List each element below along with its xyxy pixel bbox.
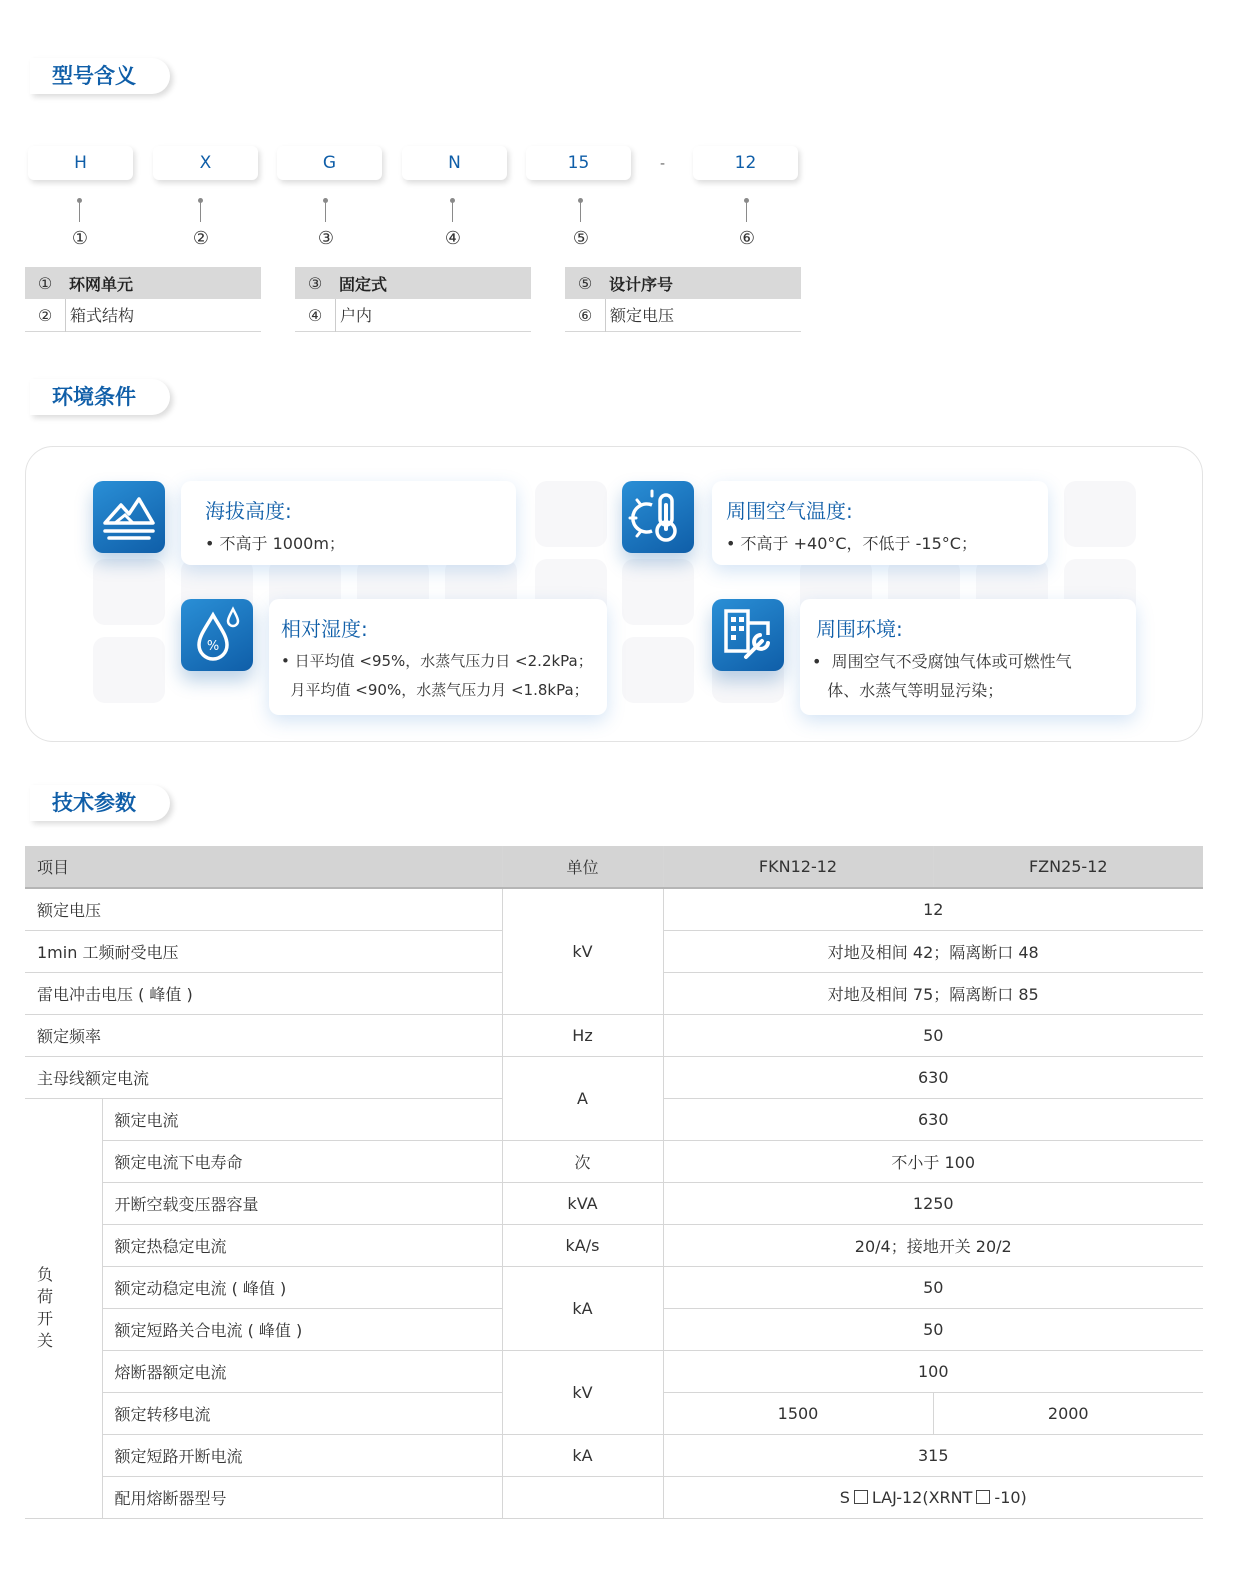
row-unit: kV [502, 888, 663, 1014]
row-value: 50 [663, 1014, 1203, 1056]
code-separator: - [660, 156, 666, 172]
row-value: 315 [663, 1434, 1203, 1476]
row-value: 1250 [663, 1182, 1203, 1224]
row-label: 配用熔断器型号 [102, 1476, 502, 1518]
row-value: 630 [663, 1098, 1203, 1140]
row-value-model-2: 2000 [933, 1392, 1203, 1434]
ghost-tile [622, 637, 694, 703]
blank-square-icon [854, 1490, 868, 1504]
ghost-tile [622, 559, 694, 625]
row-label: 额定电流下电寿命 [102, 1140, 502, 1182]
svg-text:%: % [206, 639, 220, 654]
env-card-line: • 周围空气不受腐蚀气体或可燃性气 [812, 652, 1072, 671]
legend-num: ⑥ [577, 305, 593, 325]
row-value: 对地及相间 42；隔离断口 48 [663, 930, 1203, 972]
humidity-drop-icon [181, 599, 253, 671]
row-unit: kA [502, 1434, 663, 1476]
row-label: 雷电冲击电压 ( 峰值 ) [25, 972, 502, 1014]
section-title-model: 型号含义 [30, 58, 170, 94]
row-label: 开断空载变压器容量 [102, 1182, 502, 1224]
connector-4 [447, 198, 459, 224]
row-label: 额定动稳定电流 ( 峰值 ) [102, 1266, 502, 1308]
row-value: 50 [663, 1266, 1203, 1308]
row-unit: A [502, 1056, 663, 1140]
row-unit: kA [502, 1266, 663, 1350]
legend-block-2 [295, 267, 531, 332]
ghost-tile [1064, 481, 1136, 547]
row-label: 熔断器额定电流 [102, 1350, 502, 1392]
row-label: 额定电压 [25, 888, 502, 930]
row-value: 630 [663, 1056, 1203, 1098]
row-value: 12 [663, 888, 1203, 930]
env-card-title: 周围环境: [816, 617, 903, 641]
group-label-load-switch [25, 1098, 102, 1518]
code-number-3: ③ [317, 228, 335, 249]
fuse-mid: LAJ-12(XRNT [871, 1487, 973, 1507]
row-unit: Hz [502, 1014, 663, 1056]
code-part-n: N [402, 146, 507, 180]
env-card-desc: • 不高于 1000m； [205, 534, 345, 553]
legend-num: ③ [307, 273, 323, 293]
row-value-fuse-model [663, 1476, 1203, 1518]
row-unit: kA/s [502, 1224, 663, 1266]
row-label: 额定短路开断电流 [102, 1434, 502, 1476]
row-label: 额定短路关合电流 ( 峰值 ) [102, 1308, 502, 1350]
connector-3 [320, 198, 332, 224]
mountain-icon [93, 481, 165, 553]
legend-text: 户内 [335, 299, 372, 332]
row-value: 100 [663, 1350, 1203, 1392]
row-unit: kVA [502, 1182, 663, 1224]
connector-5 [575, 198, 587, 224]
building-wrench-icon [712, 599, 784, 671]
table-row [25, 1056, 1203, 1098]
env-card-line: 体、水蒸气等明显污染； [812, 681, 1004, 700]
row-value-model-1: 1500 [663, 1392, 933, 1434]
group-label-text: 负荷开关 [37, 1265, 54, 1350]
thermometer-icon [622, 481, 694, 553]
table-row [25, 1266, 1203, 1308]
row-label: 额定热稳定电流 [102, 1224, 502, 1266]
header-item: 项目 [25, 846, 502, 888]
env-card-surroundings [800, 599, 1136, 715]
legend-num: ② [37, 305, 53, 325]
table-row [25, 1182, 1203, 1224]
code-part-g: G [277, 146, 382, 180]
legend-num: ④ [307, 305, 323, 325]
ghost-tile [535, 481, 607, 547]
env-card-desc: • 不高于 +40°C，不低于 -15°C； [726, 534, 977, 553]
blank-square-icon [976, 1490, 990, 1504]
env-card-line: • 日平均值 <95%，水蒸气压力日 <2.2kPa； [281, 652, 593, 670]
row-label: 1min 工频耐受电压 [25, 930, 502, 972]
table-row [25, 1014, 1203, 1056]
row-label: 额定频率 [25, 1014, 502, 1056]
header-unit: 单位 [502, 846, 663, 888]
legend-text: 箱式结构 [65, 299, 134, 332]
code-part-h: H [28, 146, 133, 180]
connector-2 [195, 198, 207, 224]
connector-1 [74, 198, 86, 224]
code-number-1: ① [71, 228, 89, 249]
fuse-suffix: -10) [994, 1487, 1027, 1507]
header-model-2: FZN25-12 [933, 846, 1203, 888]
code-number-6: ⑥ [738, 228, 756, 249]
row-unit: kV [502, 1350, 663, 1434]
code-number-5: ⑤ [572, 228, 590, 249]
legend-num: ① [37, 273, 53, 293]
table-row [25, 1224, 1203, 1266]
table-row [25, 1434, 1203, 1476]
env-card-altitude [181, 481, 516, 565]
row-label: 额定转移电流 [102, 1392, 502, 1434]
code-number-2: ② [192, 228, 210, 249]
table-row [25, 1140, 1203, 1182]
table-row [25, 1476, 1203, 1518]
row-value: 50 [663, 1308, 1203, 1350]
ghost-tile [93, 559, 165, 625]
env-card-temperature [712, 481, 1048, 565]
legend-text: 固定式 [339, 274, 388, 294]
legend-num: ⑤ [577, 273, 593, 293]
code-number-4: ④ [444, 228, 462, 249]
section-title-tech: 技术参数 [30, 785, 170, 821]
legend-text: 设计序号 [609, 274, 674, 294]
env-card-title: 相对湿度: [281, 617, 368, 641]
row-unit-empty [502, 1476, 663, 1518]
header-model-1: FKN12-12 [663, 846, 933, 888]
environment-panel [25, 446, 1203, 742]
section-title-environment: 环境条件 [30, 379, 170, 415]
row-unit: 次 [502, 1140, 663, 1182]
env-card-desc [281, 647, 593, 705]
row-value: 20/4；接地开关 20/2 [663, 1224, 1203, 1266]
code-part-15: 15 [526, 146, 631, 180]
env-card-title: 周围空气温度: [726, 499, 853, 523]
row-label: 主母线额定电流 [25, 1056, 502, 1098]
connector-6 [741, 198, 753, 224]
row-value: 对地及相间 75；隔离断口 85 [663, 972, 1203, 1014]
table-row [25, 888, 1203, 930]
ghost-tile [93, 637, 165, 703]
env-card-line: 月平均值 <90%，水蒸气压力月 <1.8kPa； [281, 681, 589, 699]
table-header-row [25, 846, 1203, 888]
env-card-title: 海拔高度: [205, 499, 292, 523]
legend-text: 环网单元 [69, 274, 134, 294]
row-value: 不小于 100 [663, 1140, 1203, 1182]
legend-block-3 [565, 267, 801, 332]
row-label: 额定电流 [102, 1098, 502, 1140]
fuse-prefix: S [839, 1487, 850, 1507]
legend-block-1 [25, 267, 261, 332]
legend-text: 额定电压 [605, 299, 674, 332]
code-part-x: X [153, 146, 258, 180]
code-part-12: 12 [693, 146, 798, 180]
table-row [25, 1350, 1203, 1392]
env-card-desc [812, 647, 1072, 705]
env-card-humidity [269, 599, 607, 715]
tech-params-table [25, 846, 1203, 1519]
